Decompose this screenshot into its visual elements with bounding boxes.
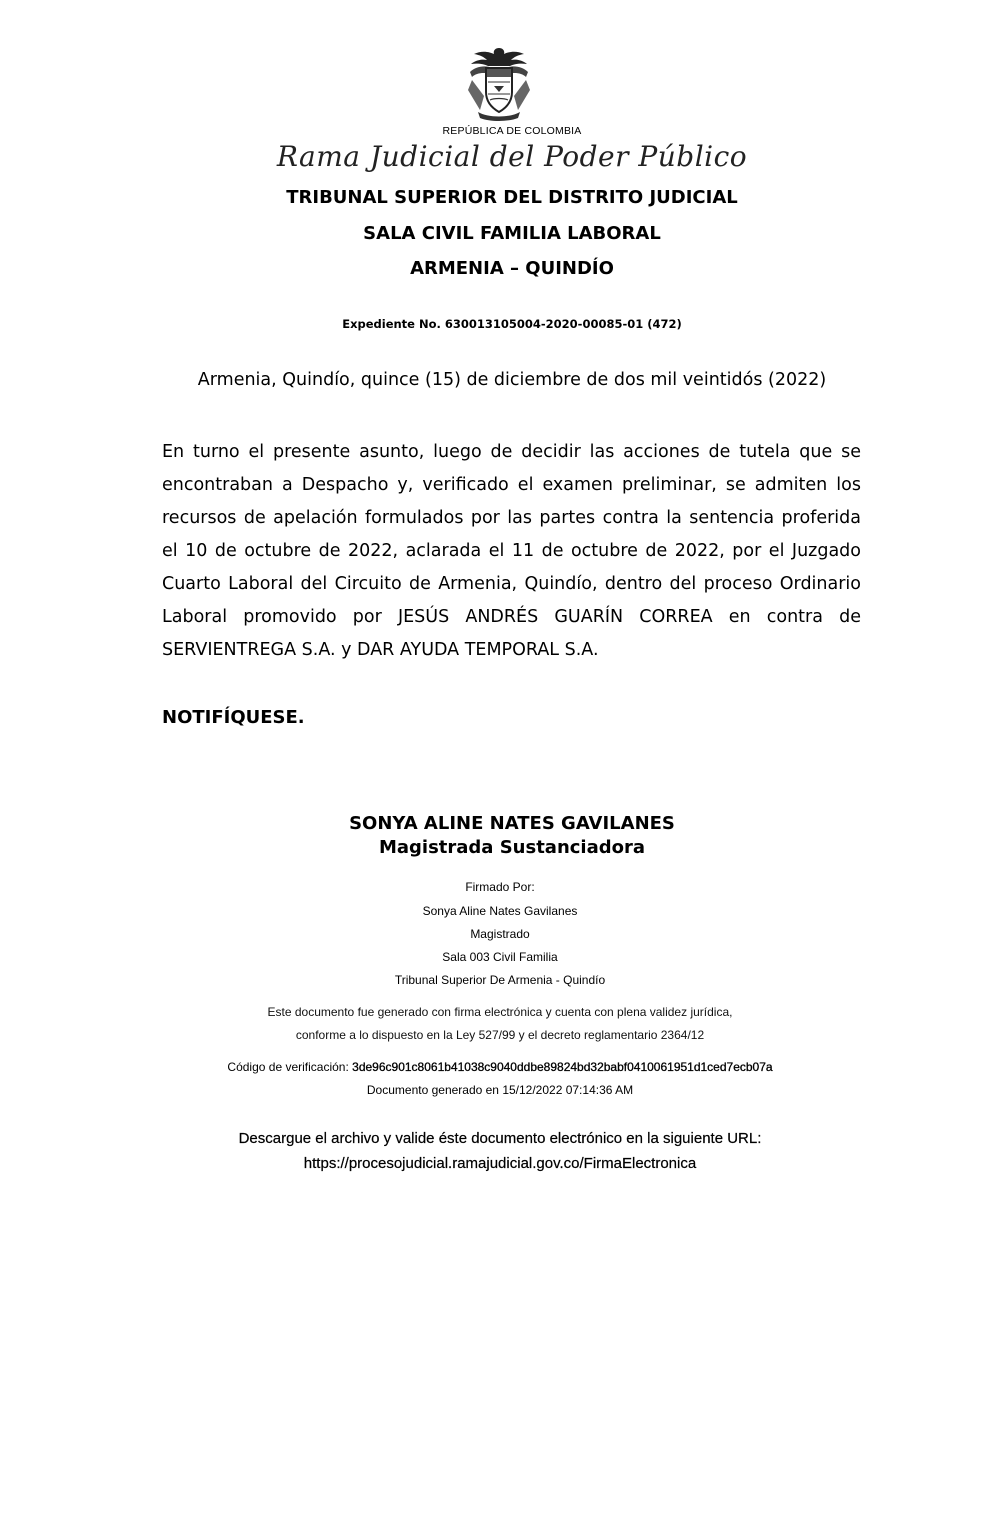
body-paragraph: En turno el presente asunto, luego de decidir las acciones de tutela que se encontraban a Despacho y, verificado el examen preliminar, se admiten los recursos de apelación formulados por las partes contra la sentencia proferida el 10 de octubre de 2022, aclarada el 11 de octubre de 2022, por el Juzgado Cuarto Laboral del Circuito de Armenia, Quindío, dentro del proceso Ordinario Laboral promovido por JESÚS ANDRÉS GUARÍN CORREA en contra de SERVIENTREGA S.A. y DAR AYUDA TEMPORAL S.A. <box>162 442 861 660</box>
e-signer-role: Magistrado <box>470 927 530 941</box>
rama-judicial-title: Rama Judicial del Poder Público <box>276 140 748 173</box>
signer-name: SONYA ALINE NATES GAVILANES <box>349 813 675 834</box>
legal-notice-1: Este documento fue generado con firma electrónica y cuenta con plena validez jurídica, <box>267 1005 733 1019</box>
republic-label: REPÚBLICA DE COLOMBIA <box>442 125 582 137</box>
case-number: Expediente No. 630013105004-2020-00085-01 (472) <box>342 317 682 331</box>
court-heading: TRIBUNAL SUPERIOR DEL DISTRITO JUDICIAL <box>286 187 738 208</box>
city-heading: ARMENIA – QUINDÍO <box>410 258 614 279</box>
legal-notice-2: conforme a lo dispuesto en la Ley 527/99 y el decreto reglamentario 2364/12 <box>295 1028 705 1042</box>
e-signer-room: Sala 003 Civil Familia <box>442 950 558 964</box>
signer-title: Magistrada Sustanciadora <box>378 837 646 858</box>
signed-by-label: Firmado Por: <box>465 880 535 894</box>
verification-code-value: 3de96c901c8061b41038c9040ddbe89824bd32babf0410061951d1ced7ecb07a <box>352 1060 773 1074</box>
e-signer-court: Tribunal Superior De Armenia - Quindío <box>394 973 606 987</box>
download-url: https://procesojudicial.ramajudicial.gov.co/FirmaElectronica <box>303 1155 697 1172</box>
verification-code-label: Código de verificación: <box>227 1060 349 1074</box>
download-instructions: Descargue el archivo y valide éste documento electrónico en la siguiente URL: <box>238 1130 762 1147</box>
colombia-coat-of-arms-icon <box>466 46 532 122</box>
notify-heading: NOTIFÍQUESE. <box>162 707 305 728</box>
chamber-heading: SALA CIVIL FAMILIA LABORAL <box>363 223 661 244</box>
generated-timestamp: Documento generado en 15/12/2022 07:14:36 AM <box>366 1083 634 1097</box>
e-signer-name: Sonya Aline Nates Gavilanes <box>422 904 578 918</box>
date-line: Armenia, Quindío, quince (15) de diciembre de dos mil veintidós (2022) <box>197 370 827 390</box>
verification-code-line <box>0 1060 1000 1074</box>
